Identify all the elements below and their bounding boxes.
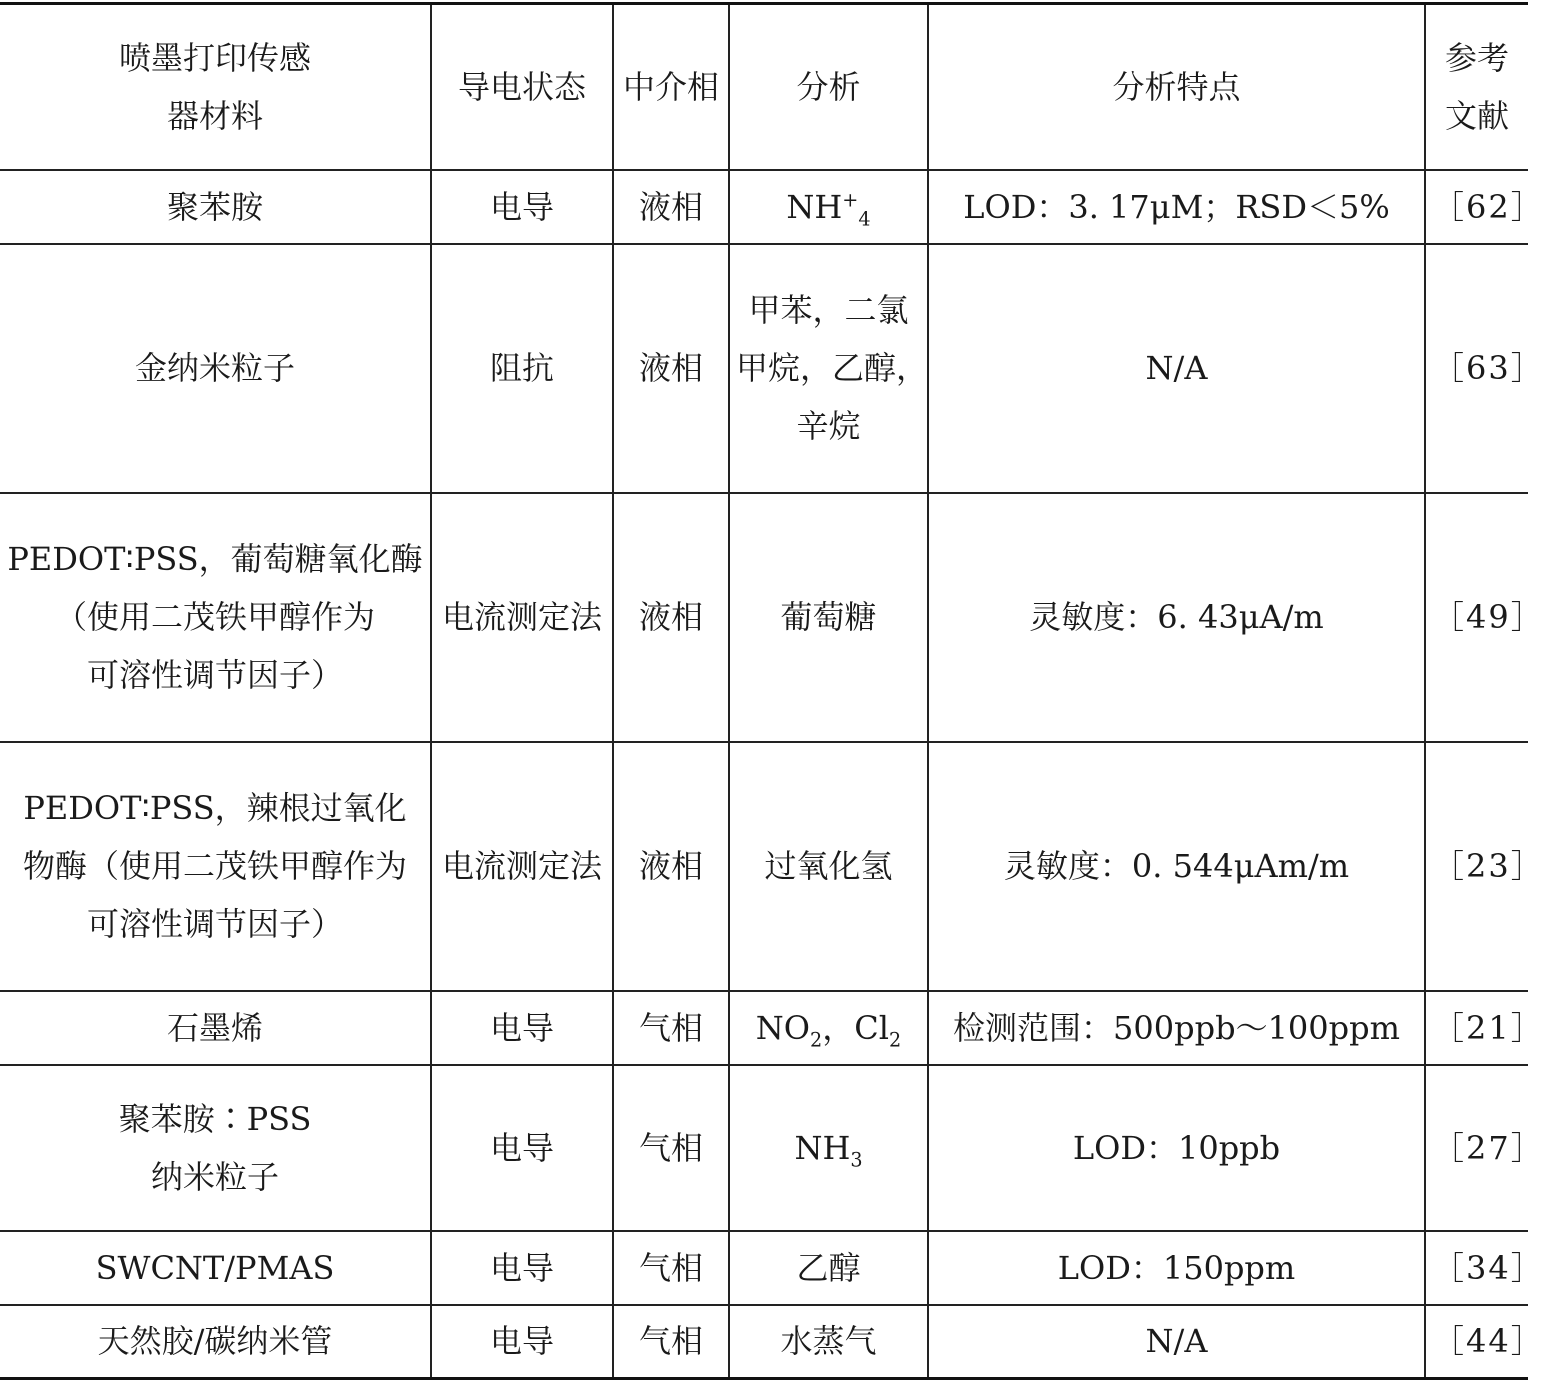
cell-analyte	[729, 742, 928, 991]
cell-conduction	[431, 1231, 613, 1305]
cell-conduction	[431, 244, 613, 493]
cell-analyte	[729, 1305, 928, 1379]
analyte-line	[736, 281, 921, 339]
cell-material	[0, 170, 431, 244]
table-header-row	[0, 4, 1528, 170]
cell-analyte	[729, 1231, 928, 1305]
conduction-text: 电导	[489, 1008, 554, 1047]
material-line: 纳米粒子	[150, 1157, 279, 1196]
feature-text: 灵敏度：0. 544μAm/m	[1003, 847, 1350, 885]
formula-sub: 2	[810, 1027, 823, 1051]
analyte-text: NH	[786, 187, 843, 226]
cell-phase: 液相	[613, 170, 729, 244]
cell-conduction	[431, 991, 613, 1065]
cell-feature	[928, 170, 1425, 244]
header-reference: 参考 文献	[1425, 4, 1528, 170]
material-line: SWCNT/PMAS	[95, 1248, 335, 1287]
header-conduction: 导电状态	[431, 4, 613, 170]
material-line: （使用二茂铁甲醇作为	[54, 598, 375, 636]
cell-material	[0, 244, 431, 493]
cell-material	[0, 1231, 431, 1305]
table-row	[0, 170, 1528, 244]
cell-phase: 气相	[613, 991, 729, 1065]
analyte-text: 甲苯，二氯	[748, 291, 909, 329]
table-row	[0, 742, 1528, 991]
analyte-line	[736, 1239, 921, 1297]
cell-reference: ［62］	[1425, 170, 1528, 244]
analyte-line	[736, 1119, 921, 1177]
formula-sup: +	[842, 187, 859, 211]
conduction-text: 电导	[489, 1248, 554, 1287]
cell-feature	[928, 493, 1425, 742]
analyte-line	[736, 1312, 921, 1370]
analyte-line	[736, 999, 921, 1057]
cell-phase: 液相	[613, 742, 729, 991]
analyte-line	[736, 178, 921, 236]
feature-text: 检测范围：500ppb～100ppm	[953, 1008, 1400, 1047]
cell-material	[0, 742, 431, 991]
cell-conduction	[431, 1065, 613, 1231]
cell-feature	[928, 991, 1425, 1065]
conduction-text: 电导	[489, 187, 554, 226]
cell-material	[0, 1065, 431, 1231]
analyte-text: 甲烷，乙醇，	[736, 349, 929, 387]
material-line: PEDOT∶PSS，辣根过氧化	[23, 789, 407, 827]
formula-text: ，Cl	[822, 1008, 889, 1047]
cell-phase: 气相	[613, 1065, 729, 1231]
sensor-materials-table	[0, 2, 1545, 1380]
table-row	[0, 991, 1528, 1065]
cell-reference: ［34］	[1425, 1231, 1528, 1305]
cell-reference: ［21］	[1425, 991, 1528, 1065]
analyte-text: 辛烷	[796, 407, 861, 445]
cell-feature	[928, 1231, 1425, 1305]
table-row	[0, 1231, 1528, 1305]
conduction-text: 电导	[489, 1128, 554, 1167]
cell-phase: 气相	[613, 1231, 729, 1305]
analyte-line	[736, 837, 921, 895]
material-line: 金纳米粒子	[134, 349, 295, 387]
cell-reference: ［27］	[1425, 1065, 1528, 1231]
cell-feature	[928, 1305, 1425, 1379]
analyte-text: 过氧化氢	[764, 847, 893, 885]
header-material: 喷墨打印传感 器材料	[0, 4, 431, 170]
analyte-text: 葡萄糖	[780, 598, 877, 636]
cell-material	[0, 1305, 431, 1379]
formula-sub: 2	[888, 1027, 902, 1051]
cell-phase: 气相	[613, 1305, 729, 1379]
analyte-text: NH	[794, 1128, 851, 1167]
cell-conduction	[431, 1305, 613, 1379]
conduction-text: 电流测定法	[441, 847, 602, 885]
material-line: 石墨烯	[166, 1008, 263, 1047]
cell-feature	[928, 1065, 1425, 1231]
header-feature: 分析特点	[928, 4, 1425, 170]
material-line: 聚苯胺	[166, 187, 263, 226]
feature-text: LOD：150ppm	[1057, 1248, 1296, 1287]
analyte-line	[736, 339, 929, 397]
cell-phase: 液相	[613, 493, 729, 742]
table-row	[0, 244, 1528, 493]
material-line: 聚苯胺∶PSS	[118, 1099, 312, 1138]
cell-analyte	[729, 991, 928, 1065]
conduction-text: 阻抗	[489, 349, 554, 387]
cell-phase: 液相	[613, 244, 729, 493]
cell-conduction	[431, 493, 613, 742]
material-line: 可溶性调节因子）	[86, 905, 343, 943]
cell-material	[0, 991, 431, 1065]
feature-text: N/A	[1145, 1322, 1208, 1361]
material-line: 物酶（使用二茂铁甲醇作为	[22, 847, 407, 885]
cell-material	[0, 493, 431, 742]
formula-sub: 4	[858, 206, 871, 230]
cell-reference: ［23］	[1425, 742, 1528, 991]
table-row	[0, 493, 1528, 742]
material-line: 可溶性调节因子）	[86, 656, 343, 694]
cell-reference: ［44］	[1425, 1305, 1528, 1379]
feature-text: LOD：3. 17μM；RSD＜5%	[963, 187, 1390, 226]
cell-analyte	[729, 244, 928, 493]
feature-text: LOD：10ppb	[1072, 1128, 1281, 1167]
feature-text: 灵敏度：6. 43μA/m	[1029, 598, 1324, 636]
feature-text: N/A	[1145, 349, 1208, 387]
header-analyte: 分析	[729, 4, 928, 170]
analyte-text: 水蒸气	[780, 1322, 877, 1361]
analyte-line	[736, 397, 921, 455]
cell-analyte	[729, 1065, 928, 1231]
material-line: 天然胶/碳纳米管	[97, 1322, 333, 1361]
table-row	[0, 1065, 1528, 1231]
cell-analyte	[729, 493, 928, 742]
cell-conduction	[431, 742, 613, 991]
cell-analyte	[729, 170, 928, 244]
cell-conduction	[431, 170, 613, 244]
table-row	[0, 1305, 1528, 1379]
cell-reference: ［63］	[1425, 244, 1528, 493]
cell-feature	[928, 244, 1425, 493]
conduction-text: 电导	[489, 1322, 554, 1361]
cell-reference: ［49］	[1425, 493, 1528, 742]
analyte-text: 乙醇	[796, 1248, 861, 1287]
cell-feature	[928, 742, 1425, 991]
formula-text: NO	[755, 1008, 811, 1047]
header-phase: 中介相	[613, 4, 729, 170]
material-line: PEDOT∶PSS，葡萄糖氧化酶	[7, 540, 423, 578]
formula-sub: 3	[850, 1147, 863, 1171]
conduction-text: 电流测定法	[441, 598, 602, 636]
analyte-line	[736, 588, 921, 646]
